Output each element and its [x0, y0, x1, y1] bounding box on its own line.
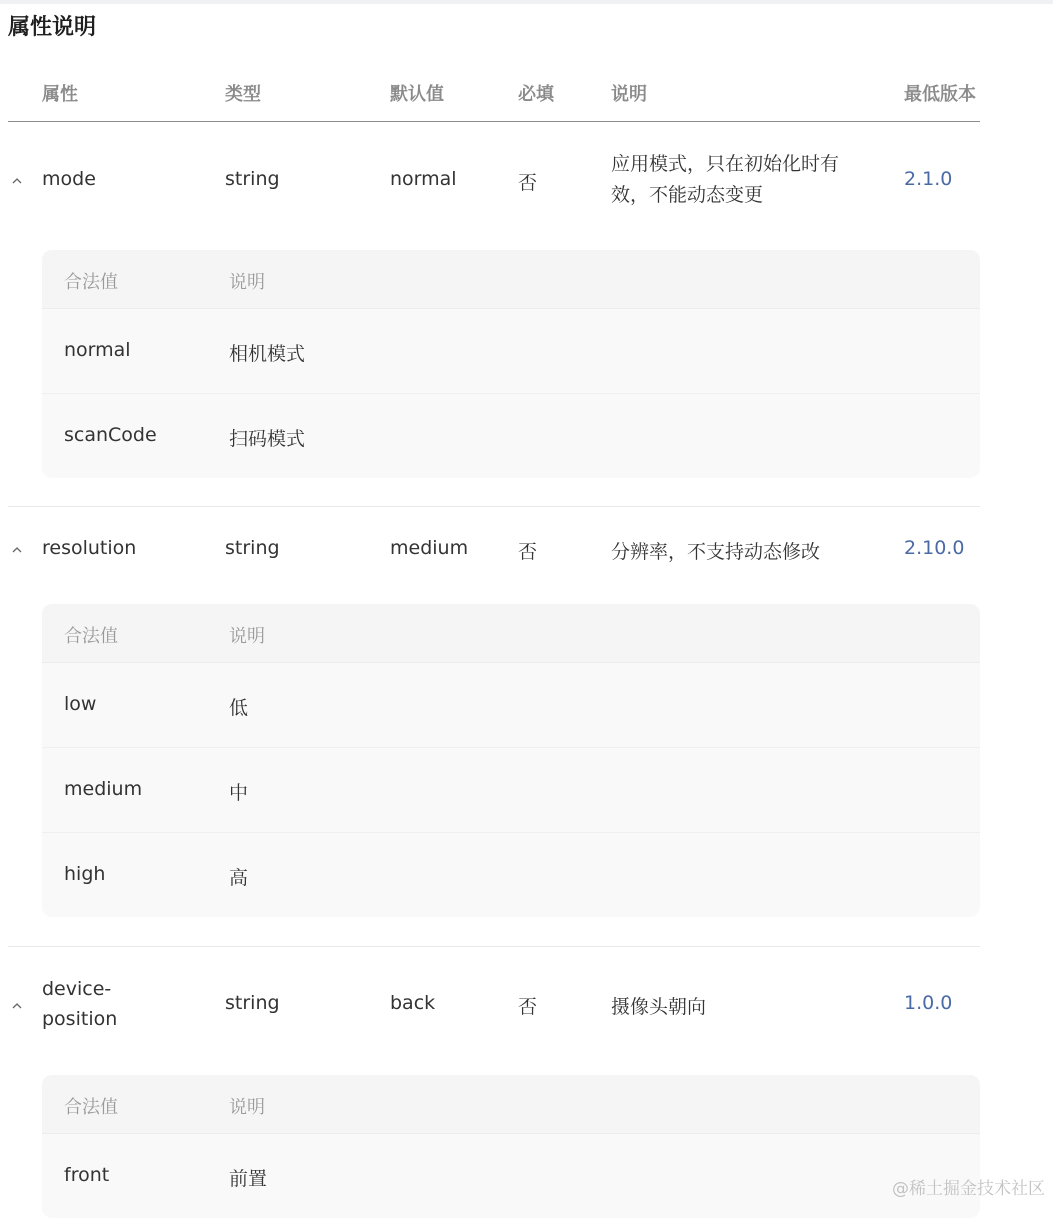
watermark: @稀土掘金技术社区	[892, 1179, 1045, 1199]
values-header	[42, 250, 980, 309]
values-table	[42, 250, 980, 478]
attr-version: 1.0.0	[904, 992, 953, 1014]
value-row	[42, 394, 980, 478]
values-header-desc: 说明	[229, 626, 265, 647]
value-row	[42, 833, 980, 917]
header-type: 类型	[225, 84, 261, 105]
value-name: scanCode	[64, 424, 157, 446]
header-version: 最低版本	[904, 84, 976, 105]
chevron-up-icon[interactable]	[12, 545, 22, 555]
attr-default: back	[390, 992, 436, 1014]
values-header-value: 合法值	[64, 1097, 118, 1118]
values-header	[42, 1075, 980, 1134]
value-row	[42, 663, 980, 748]
values-header	[42, 604, 980, 663]
value-name: medium	[64, 778, 143, 800]
header-desc: 说明	[611, 84, 647, 105]
attr-desc: 分辨率，不支持动态修改	[611, 541, 821, 563]
value-desc: 扫码模式	[229, 428, 306, 450]
header-required: 必填	[518, 84, 554, 105]
page-title: 属性说明	[8, 15, 97, 40]
attr-desc: 摄像头朝向	[611, 996, 707, 1018]
table-header	[8, 60, 980, 122]
attr-default: normal	[390, 168, 457, 190]
attr-type: string	[225, 992, 280, 1014]
chevron-up-icon[interactable]	[12, 1001, 22, 1011]
attr-name: mode	[42, 168, 96, 190]
value-desc: 相机模式	[229, 343, 306, 365]
values-header-value: 合法值	[64, 626, 118, 647]
header-default: 默认值	[390, 84, 444, 105]
value-name: high	[64, 863, 106, 885]
values-header-desc: 说明	[229, 1097, 265, 1118]
values-table	[42, 604, 980, 917]
value-name: normal	[64, 339, 131, 361]
attr-type: string	[225, 168, 280, 190]
value-desc: 低	[229, 697, 249, 719]
table-row	[8, 507, 980, 597]
attr-name: device-position	[42, 978, 118, 1030]
attr-required: 否	[518, 996, 538, 1018]
attr-version: 2.10.0	[904, 537, 965, 559]
value-name: front	[64, 1164, 110, 1186]
attr-required: 否	[518, 541, 538, 563]
attr-type: string	[225, 537, 280, 559]
attr-desc: 应用模式，只在初始化时有效，不能动态变更	[611, 153, 840, 206]
header-attr: 属性	[42, 84, 78, 105]
values-table	[42, 1075, 980, 1218]
value-name: low	[64, 693, 97, 715]
attr-version: 2.1.0	[904, 168, 953, 190]
value-desc: 中	[229, 782, 249, 804]
table-row	[8, 947, 980, 1067]
chevron-up-icon[interactable]	[12, 176, 22, 186]
attr-name: resolution	[42, 537, 137, 559]
table-row	[8, 122, 980, 232]
value-desc: 高	[229, 867, 249, 889]
values-header-value: 合法值	[64, 272, 118, 293]
value-row	[42, 309, 980, 394]
values-header-desc: 说明	[229, 272, 265, 293]
value-row	[42, 1134, 980, 1218]
top-bar	[0, 0, 1053, 4]
attr-default: medium	[390, 537, 469, 559]
attr-required: 否	[518, 172, 538, 194]
value-row	[42, 748, 980, 833]
value-desc: 前置	[229, 1168, 268, 1190]
